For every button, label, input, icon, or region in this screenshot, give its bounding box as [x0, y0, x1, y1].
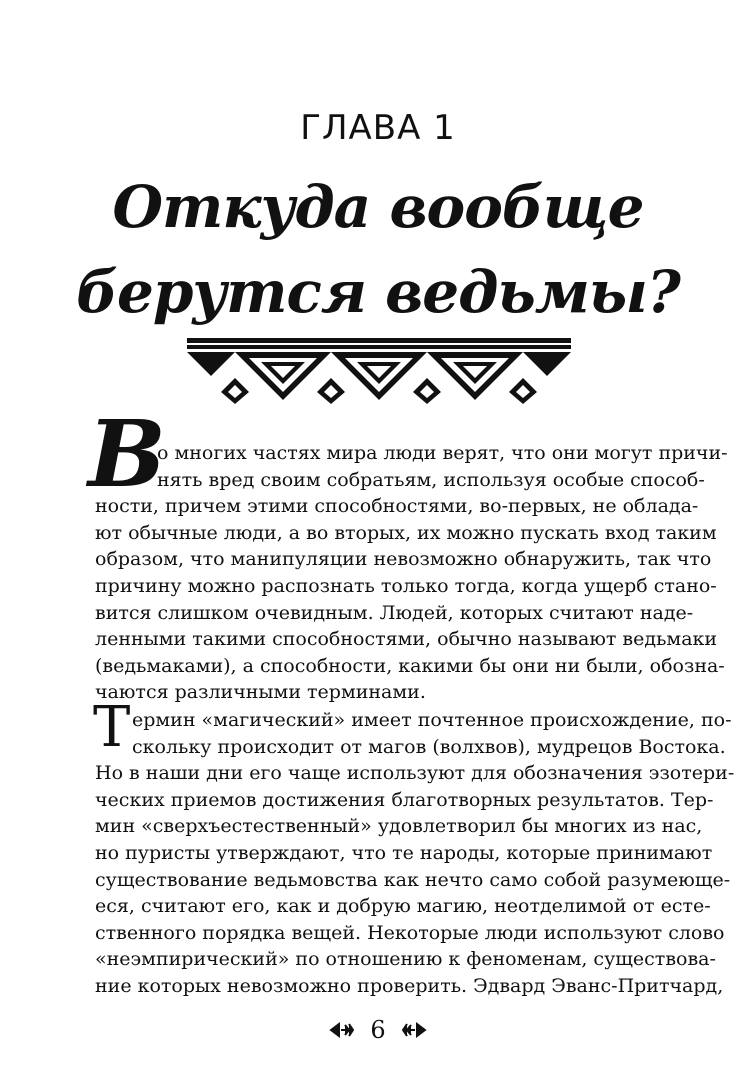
paragraph-1	[95, 440, 728, 706]
text-line: о многих частях мира люди верят, что они могут причи-	[157, 442, 728, 464]
text-line: ермин «магический» имеет почтенное происхождение, по-	[132, 709, 732, 731]
drop-cap: В	[88, 400, 166, 508]
text-line: (ведьмаками), а способности, какими бы они ни были, обозна-	[95, 654, 725, 677]
text-line: ленными такими способностями, обычно называют ведьмаки	[95, 628, 718, 651]
ornament-left-icon	[329, 1020, 355, 1040]
chapter-label: ГЛАВА 1	[300, 108, 456, 148]
text-line: причину можно распознать только тогда, когда ущерб стано-	[95, 574, 717, 597]
text-line: Но в наши дни его чаще используют для обозначения эзотери-	[95, 762, 735, 785]
text-line: скольку происходит от магов (волхвов), мудрецов Востока.	[132, 735, 726, 758]
text-line: ют обычные люди, а во вторых, их можно пускать вход таким	[95, 521, 717, 544]
chapter-title-line-2: берутся ведьмы?	[76, 258, 680, 326]
ornament-right-icon	[401, 1020, 427, 1040]
folk-ornament-divider	[187, 338, 571, 404]
chapter-title-line-1: Откуда вообще	[112, 173, 644, 241]
text-line: ственного порядка вещей. Некоторые люди используют слово	[95, 921, 725, 944]
drop-cap: Т	[93, 695, 131, 760]
page-number: 6	[370, 1015, 386, 1044]
text-line: ческих приемов достижения благотворных результатов. Тер-	[95, 788, 714, 811]
page-footer	[0, 1014, 756, 1044]
text-line: существование ведьмовства как нечто само собой разумеюще-	[95, 868, 731, 891]
text-line: нять вред своим собратьям, используя особые способ-	[157, 468, 705, 491]
text-line: чаются различными терминами.	[95, 681, 426, 704]
text-line: мин «сверхъестественный» удовлетворил бы многих из нас,	[95, 815, 703, 838]
text-line: образом, что манипуляции невозможно обнаружить, так что	[95, 548, 712, 571]
paragraph-2	[95, 707, 735, 1000]
text-line: ние которых невозможно проверить. Эдвард Эванс-Притчард,	[95, 974, 724, 997]
text-line: вится слишком очевидным. Людей, которых считают наде-	[95, 601, 694, 624]
text-line: но пуристы утверждают, что те народы, которые принимают	[95, 841, 713, 864]
text-line: «неэмпирический» по отношению к феноменам, существова-	[95, 948, 716, 971]
text-line: еся, считают его, как и добрую магию, неотделимой от есте-	[95, 895, 711, 918]
text-line: ности, причем этими способностями, во-первых, не облада-	[95, 495, 699, 518]
